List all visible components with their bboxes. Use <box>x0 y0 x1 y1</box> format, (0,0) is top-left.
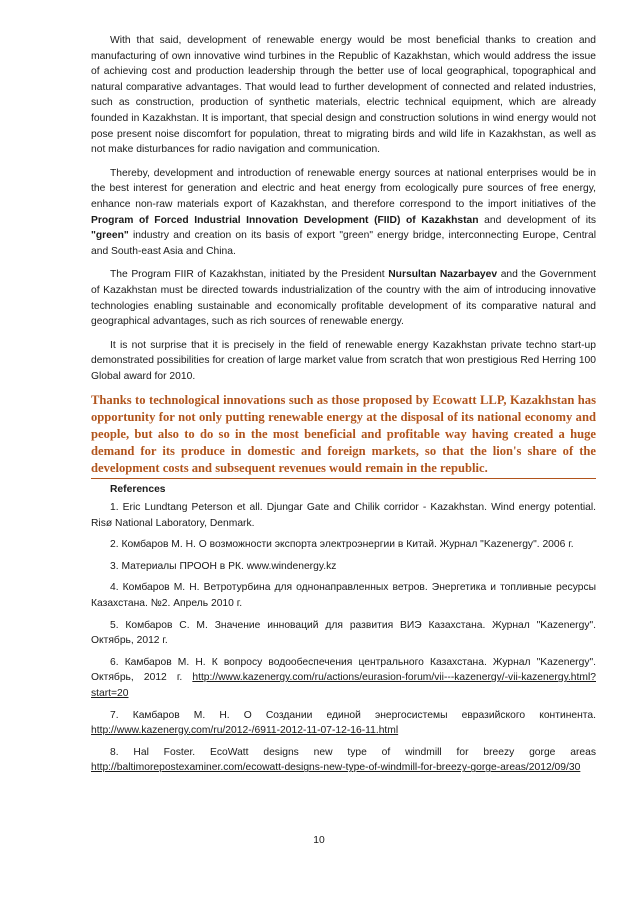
reference-item <box>91 580 596 611</box>
text-run: industry and creation on its basis of export "green" energy bridge, interconnecting Europe, Central and South-east Asia and China. <box>91 230 596 257</box>
paragraph <box>91 338 596 385</box>
reference-item <box>91 708 596 739</box>
document-page <box>91 33 596 782</box>
page-number: 10 <box>313 835 325 846</box>
reference-item <box>91 618 596 649</box>
references-heading: References <box>110 484 166 496</box>
text-run: The Program FIIR of Kazakhstan, initiated by the President <box>110 269 389 281</box>
bold-text: Nursultan Nazarbayev <box>388 269 498 281</box>
reference-text: 5. Комбаров С. М. Значение инноваций для развития ВИЭ Казахстана. Журнал "Kazenergy". Октябрь, 2012 г. <box>91 619 596 647</box>
reference-link[interactable]: http://baltimorepostexaminer.com/ecowatt-designs-new-type-of-windmill-for-breezy-gorge-areas/2012/09/30 <box>91 762 581 774</box>
reference-link[interactable]: http://www.kazenergy.com/ru/actions/eurasion-forum/vii---kazenergy/-vii-kazenergy.html?start=20 <box>91 672 596 699</box>
text-run: With that said, development of renewable energy would be most beneficial thanks to creation and manufacturing of own innovative wind turbines in the Republic of Kazakhstan, which would address the issue of achieving cost and production leadership through the better use of local geographical, topographical and natural comparative advantages. That would lead to further development of connected and related industries, such as construction, production of synthetic materials, electric technical equipment, which are already founded in Kazakhstan. It is important, that special design and construction solutions in wind energy would not pose present noise discomfort for population, threat to migrating birds and wild life in Kazakhstan, as well as not make disturbances for radio navigation and communication. <box>91 35 596 156</box>
paragraph <box>91 166 596 260</box>
paragraph <box>91 33 596 158</box>
reference-text: 4. Комбаров М. Н. Ветротурбина для однонаправленных ветров. Энергетика и топливные ресурсы Казахстана. №2. Апрель 2010 г. <box>91 582 596 610</box>
reference-text: 6. Камбаров М. Н. К вопросу водообеспечения центрального Казахстана. Журнал "Kazenergy". Октябрь, 2012 г. <box>91 656 596 684</box>
text-run: Thereby, development and introduction of renewable energy sources at national enterprises would be in the best interest for generation and electric and heat energy from ecologically pure sources of free energy, enhance non-raw materials export of Kazakhstan, and therefore correspond to the import initiatives of the <box>91 167 596 210</box>
bold-text: "green" <box>91 230 129 242</box>
text-run: and development of its <box>478 214 596 226</box>
text-run: and the Government of Kazakhstan must be directed towards industrialization of the country with the aim of introducing innovative technologies enabling sustainable and economically profitable development of its comparative natural and geographical advantages, such as rich sources of renewable energy. <box>91 269 596 328</box>
reference-item <box>91 500 596 531</box>
paragraph <box>91 267 596 329</box>
reference-text: 3. Материалы ПРООН в РК. www.windenergy.kz <box>110 560 337 572</box>
reference-item <box>91 559 596 575</box>
reference-item <box>91 537 596 553</box>
highlight-statement: Thanks to technological innovations such as those proposed by Ecowatt LLP, Kazakhstan has opportunity for not only putting renewable energy at the disposal of its national economy and people, but also to do so in the most beneficial and profitable way having created a huge demand for its produce in domestic and foreign markets, so that the lion's share of the development costs and subsequent revenues would remain in the republic. <box>91 392 596 479</box>
body-text <box>91 33 596 384</box>
reference-text: 2. Комбаров М. Н. О возможности экспорта электроэнергии в Китай. Журнал "Kazenergy". 2006 г. <box>110 539 574 551</box>
reference-item <box>91 655 596 702</box>
reference-text: 7. Камбаров М. Н. О Создании единой энергосистемы евразийского континента. <box>110 709 596 721</box>
references-list <box>91 500 596 776</box>
reference-link[interactable]: http://www.kazenergy.com/ru/2012-/6911-2012-11-07-12-16-11.html <box>91 725 399 737</box>
bold-text: Program of Forced Industrial Innovation Development (FIID) of Kazakhstan <box>91 214 479 226</box>
reference-text: 1. Eric Lundtang Peterson et all. Djungar Gate and Chilik corridor - Kazakhstan. Wind energy potential. Risø National Laboratory, Denmark. <box>91 502 596 529</box>
reference-text: 8. Hal Foster. EcoWatt designs new type of windmill for breezy gorge areas <box>110 746 596 758</box>
reference-item <box>91 745 596 776</box>
text-run: It is not surprise that it is precisely in the field of renewable energy Kazakhstan private techno start-up demonstrated possibilities for creation of large market value from scratch that won prestigious Red Herring 100 Global award for 2010. <box>91 339 596 382</box>
